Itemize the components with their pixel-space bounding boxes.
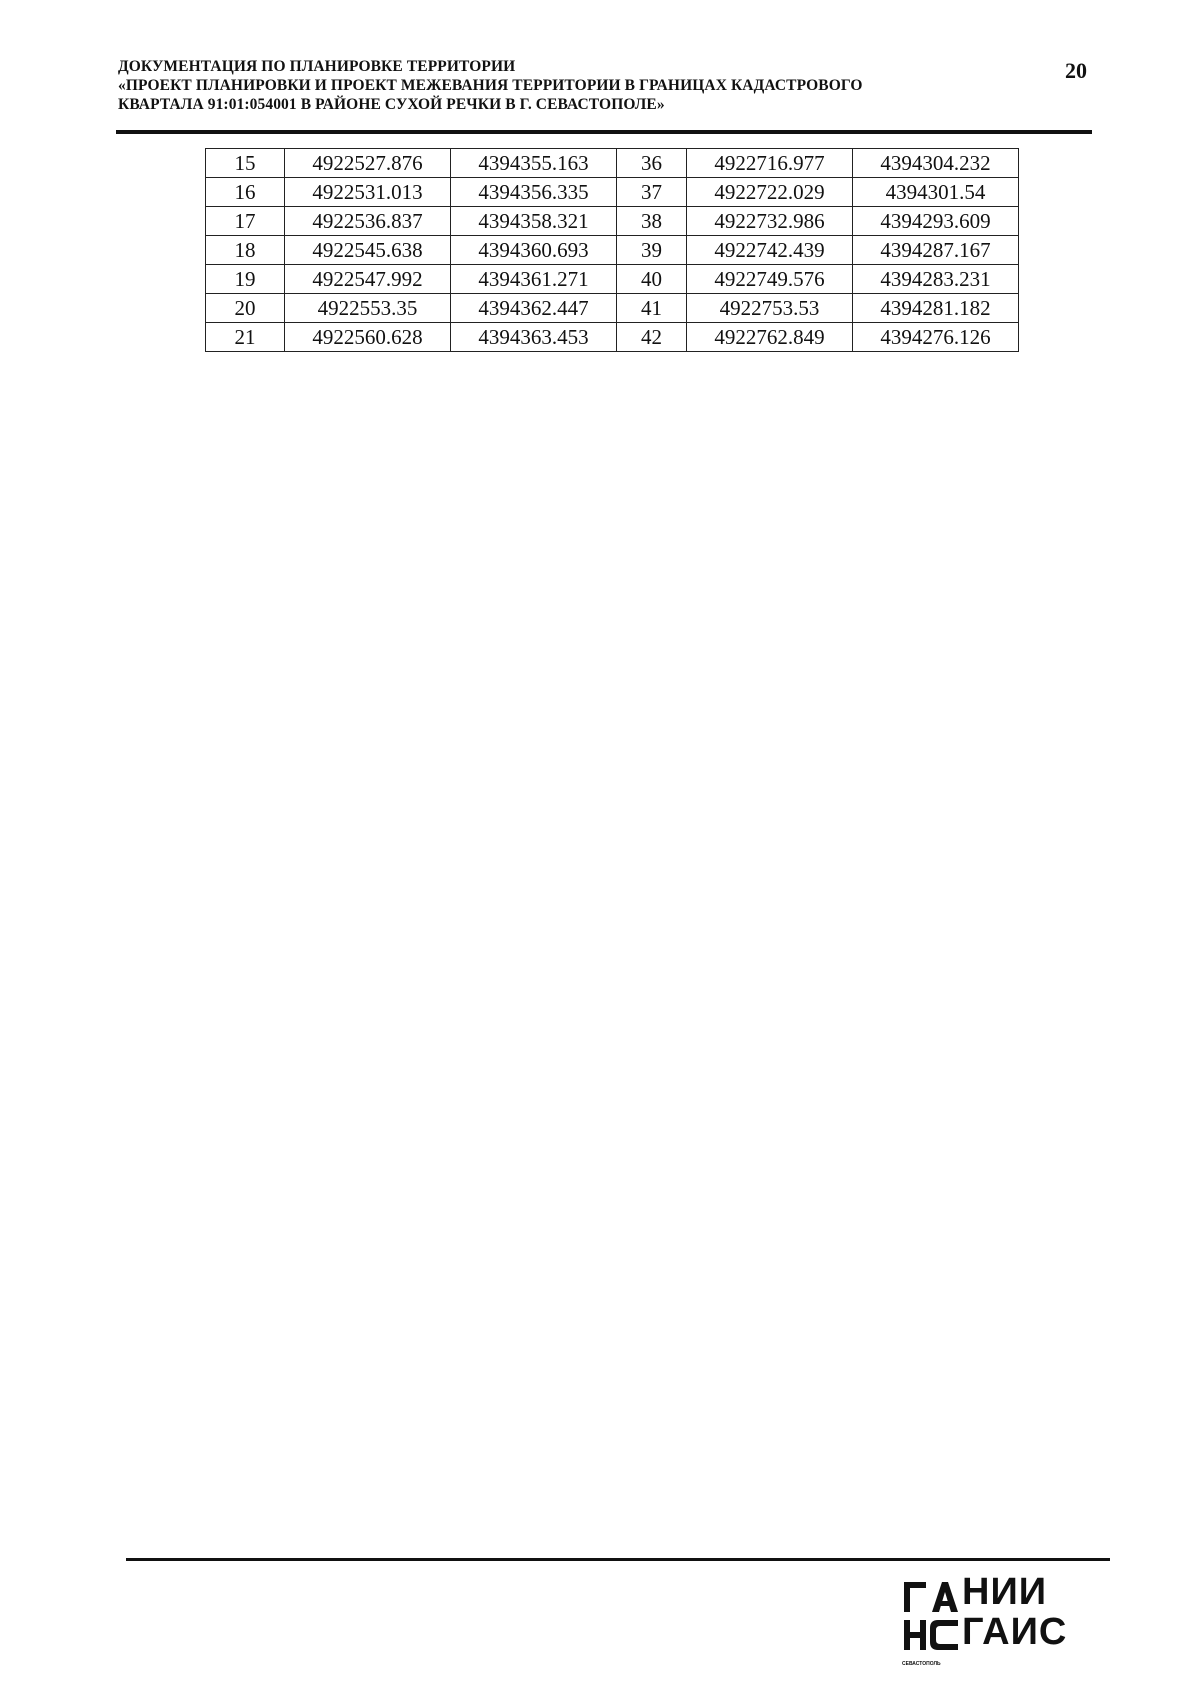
y-coordinate-cell: 4394281.182 [853, 294, 1019, 323]
x-coordinate-cell: 4922553.35 [285, 294, 451, 323]
point-number-cell: 38 [617, 207, 687, 236]
point-number-cell: 21 [206, 323, 285, 352]
y-coordinate-cell: 4394358.321 [451, 207, 617, 236]
x-coordinate-cell: 4922762.849 [687, 323, 853, 352]
x-coordinate-cell: 4922716.977 [687, 149, 853, 178]
x-coordinate-cell: 4922536.837 [285, 207, 451, 236]
x-coordinate-cell: 4922749.576 [687, 265, 853, 294]
y-coordinate-cell: 4394355.163 [451, 149, 617, 178]
x-coordinate-cell: 4922531.013 [285, 178, 451, 207]
point-number-cell: 42 [617, 323, 687, 352]
x-coordinate-cell: 4922722.029 [687, 178, 853, 207]
y-coordinate-cell: 4394363.453 [451, 323, 617, 352]
y-coordinate-cell: 4394356.335 [451, 178, 617, 207]
nii-gais-logo [902, 1572, 1092, 1672]
y-coordinate-cell: 4394283.231 [853, 265, 1019, 294]
y-coordinate-cell: 4394360.693 [451, 236, 617, 265]
y-coordinate-cell: 4394287.167 [853, 236, 1019, 265]
point-number-cell: 19 [206, 265, 285, 294]
x-coordinate-cell: 4922742.439 [687, 236, 853, 265]
table-row [206, 149, 1019, 178]
point-number-cell: 36 [617, 149, 687, 178]
table-row [206, 178, 1019, 207]
y-coordinate-cell: 4394293.609 [853, 207, 1019, 236]
table-row [206, 236, 1019, 265]
logo-line-2: ГАИС [962, 1611, 1068, 1653]
header-divider [116, 130, 1092, 134]
logo-wordmark [962, 1572, 1067, 1652]
point-number-cell: 15 [206, 149, 285, 178]
x-coordinate-cell: 4922560.628 [285, 323, 451, 352]
x-coordinate-cell: 4922545.638 [285, 236, 451, 265]
document-header [118, 57, 1018, 114]
coordinates-table [205, 148, 1019, 352]
y-coordinate-cell: 4394361.271 [451, 265, 617, 294]
y-coordinate-cell: 4394276.126 [853, 323, 1019, 352]
point-number-cell: 40 [617, 265, 687, 294]
footer-divider [126, 1558, 1110, 1561]
point-number-cell: 39 [617, 236, 687, 265]
x-coordinate-cell: 4922547.992 [285, 265, 451, 294]
table-row [206, 265, 1019, 294]
logo-line-1: НИИ [962, 1571, 1048, 1613]
logo-mark-icon [902, 1580, 960, 1675]
point-number-cell: 16 [206, 178, 285, 207]
page-number: 20 [1065, 58, 1087, 83]
table-row [206, 323, 1019, 352]
point-number-cell: 18 [206, 236, 285, 265]
point-number-cell: 20 [206, 294, 285, 323]
x-coordinate-cell: 4922753.53 [687, 294, 853, 323]
table-row [206, 294, 1019, 323]
header-line-3: КВАРТАЛА 91:01:054001 В РАЙОНЕ СУХОЙ РЕЧКИ В Г. СЕВАСТОПОЛЕ» [118, 96, 665, 113]
y-coordinate-cell: 4394362.447 [451, 294, 617, 323]
x-coordinate-cell: 4922527.876 [285, 149, 451, 178]
y-coordinate-cell: 4394301.54 [853, 178, 1019, 207]
y-coordinate-cell: 4394304.232 [853, 149, 1019, 178]
point-number-cell: 37 [617, 178, 687, 207]
point-number-cell: 17 [206, 207, 285, 236]
point-number-cell: 41 [617, 294, 687, 323]
table-row [206, 207, 1019, 236]
header-line-2: «ПРОЕКТ ПЛАНИРОВКИ И ПРОЕКТ МЕЖЕВАНИЯ ТЕРРИТОРИИ В ГРАНИЦАХ КАДАСТРОВОГО [118, 77, 863, 94]
header-line-1: ДОКУМЕНТАЦИЯ ПО ПЛАНИРОВКЕ ТЕРРИТОРИИ [118, 58, 516, 75]
x-coordinate-cell: 4922732.986 [687, 207, 853, 236]
logo-caption: СЕВАСТОПОЛЬ [902, 1661, 941, 1667]
